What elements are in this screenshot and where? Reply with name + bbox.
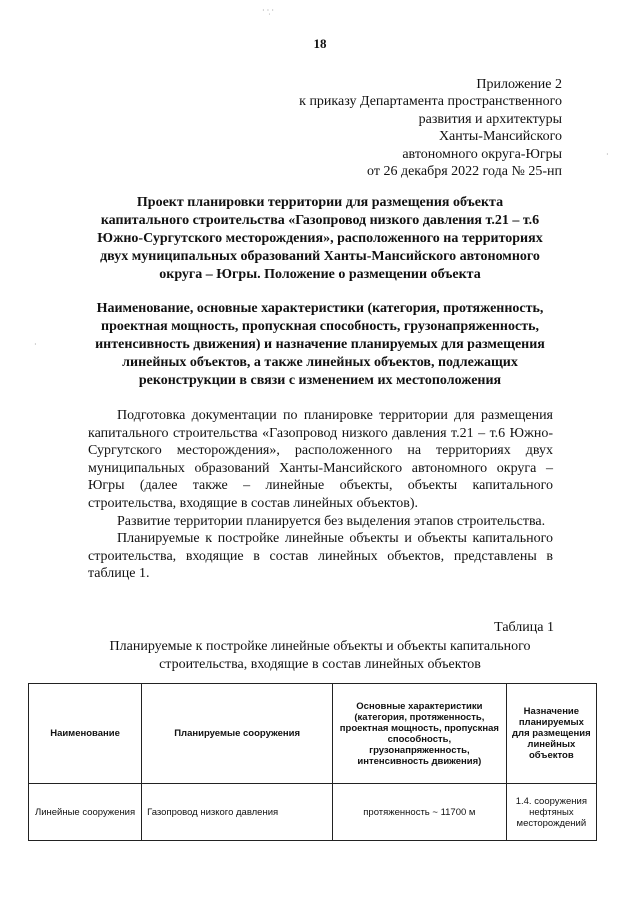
appendix-line: автономного округа-Югры [402,146,562,162]
project-title-line: Южно-Сургутского месторождения», расположенного на территориях [97,231,543,246]
cell-characteristics: протяженность ~ 11700 м [333,784,507,841]
scan-speck: · ·̣ · [262,6,274,15]
header-structures: Планируемые сооружения [142,684,333,784]
table-caption-line: строительства, входящие в состав линейных объектов [159,656,481,672]
table-caption [70,638,570,673]
appendix-line: Ханты-Мансийского [438,129,562,145]
cell-name: Линейные сооружения [29,784,142,841]
section-title-line: Наименование, основные характеристики (категория, протяженность, [96,301,544,316]
appendix-line: к приказу Департамента пространственного [299,94,562,110]
table-header-row [29,684,597,784]
appendix-line: Приложение 2 [476,77,562,92]
table-label: Таблица 1 [494,620,554,635]
cell-structure: Газопровод низкого давления [142,784,333,841]
header-purpose: Назначение планируемых для размещения линейных объектов [506,684,596,784]
project-title-line: Проект планировки территории для размещения объекта [136,195,504,210]
section-title-line: интенсивность движения) и назначение планируемых для размещения [95,337,545,352]
section-title-line: линейных объектов, а также линейных объектов, подлежащих [122,355,518,370]
header-characteristics: Основные характеристики (категория, протяженность, проектная мощность, пропускная способность, грузонапряженность, интенсивность движения) [333,684,507,784]
cell-purpose: 1.4. сооружения нефтяных месторождений [506,784,596,841]
scan-speck: · [606,150,609,159]
paragraph: Подготовка документации по планировке территории для размещения капитального строительства «Газопровод низкого давления т.21 – т.6 Южно-Сургутского месторождения», расположенного на территориях двух муниципальных образований Ханты-Мансийского автономного округа – Югры (далее также – линейные объекты, объекты капитального строительства, входящие в состав линейных объектов). [88,408,553,511]
objects-table [28,683,597,841]
table-row [29,784,597,841]
section-title-line: реконструкции в связи с изменением их местоположения [138,373,502,388]
table-caption-line: Планируемые к постройке линейные объекты и объекты капитального [109,639,531,654]
scan-speck: · [34,340,37,349]
appendix-line: развития и архитектуры [418,111,562,127]
project-title-line: капитального строительства «Газопровод низкого давления т.21 – т.6 [100,213,540,228]
appendix-line: от 26 декабря 2022 года № 25-нп [367,164,562,180]
project-title-line: округа – Югры. Положение о размещении объекта [159,267,481,282]
header-name: Наименование [29,684,142,784]
paragraph: Развитие территории планируется без выделения этапов строительства. [117,513,546,529]
paragraph: Планируемые к постройке линейные объекты и объекты капитального строительства, входящие в состав линейных объектов, представлены в таблице 1. [88,531,553,582]
body-text [88,407,553,583]
project-title [70,194,570,284]
section-title-line: проектная мощность, пропускная способность, грузонапряженность, [101,319,539,334]
appendix-reference [202,76,562,180]
section-title [70,300,570,390]
page-number: 18 [313,36,327,51]
project-title-line: двух муниципальных образований Ханты-Мансийского автономного [100,249,540,264]
